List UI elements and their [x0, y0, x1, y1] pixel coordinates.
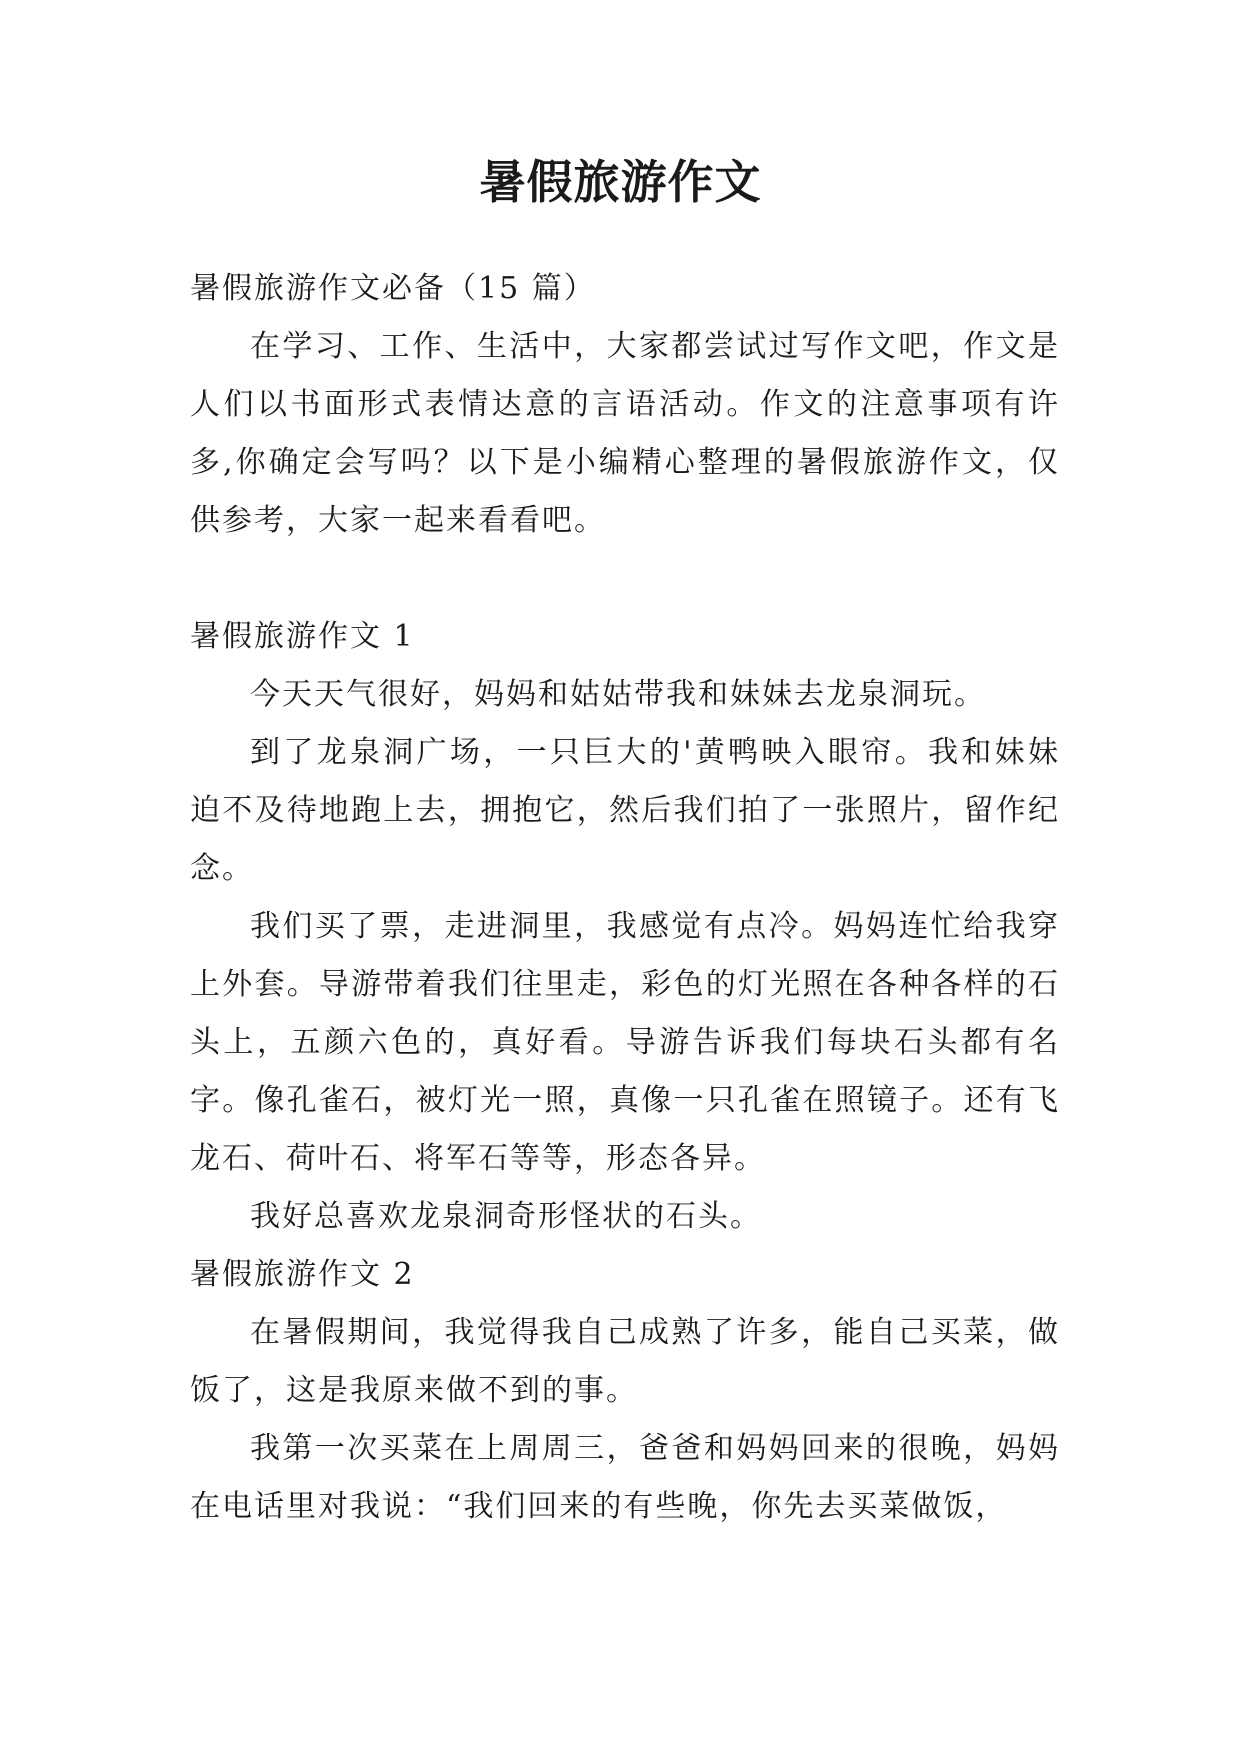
section-spacer [190, 550, 1060, 608]
essay-1-paragraph-4: 我好总喜欢龙泉洞奇形怪状的石头。 [250, 1199, 762, 1234]
essay-2-heading: 暑假旅游作文 2 [190, 1257, 415, 1292]
intro-paragraph: 在学习、工作、生活中，大家都尝试过写作文吧，作文是人们以书面形式表情达意的言语活动。作文的注意事项有许多,你确定会写吗？以下是小编精心整理的暑假旅游作文，仅供参考，大家一起来看看吧。 [190, 329, 1060, 538]
essay-2-paragraph-2: 我第一次买菜在上周周三，爸爸和妈妈回来的很晚，妈妈在电话里对我说：“我们回来的有些晚，你先去买菜做饭， [190, 1431, 1060, 1524]
essay-2-paragraph-1: 在暑假期间，我觉得我自己成熟了许多，能自己买菜，做饭了，这是我原来做不到的事。 [190, 1315, 1060, 1408]
essay-1-paragraph-2: 到了龙泉洞广场，一只巨大的'黄鸭映入眼帘。我和妹妹迫不及待地跑上去，拥抱它，然后我们拍了一张照片，留作纪念。 [190, 735, 1060, 886]
document-body [190, 260, 1060, 1536]
document-title: 暑假旅游作文 [479, 155, 762, 209]
document-subtitle: 暑假旅游作文必备（15 篇） [190, 271, 596, 306]
essay-1-paragraph-1: 今天天气很好，妈妈和姑姑带我和妹妹去龙泉洞玩。 [250, 677, 986, 712]
essay-1-paragraph-3: 我们买了票，走进洞里，我感觉有点冷。妈妈连忙给我穿上外套。导游带着我们往里走，彩色的灯光照在各种各样的石头上，五颜六色的，真好看。导游告诉我们每块石头都有名字。像孔雀石，被灯光一照，真像一只孔雀在照镜子。还有飞龙石、荷叶石、将军石等等，形态各异。 [190, 909, 1060, 1176]
essay-1-heading: 暑假旅游作文 1 [190, 619, 415, 654]
